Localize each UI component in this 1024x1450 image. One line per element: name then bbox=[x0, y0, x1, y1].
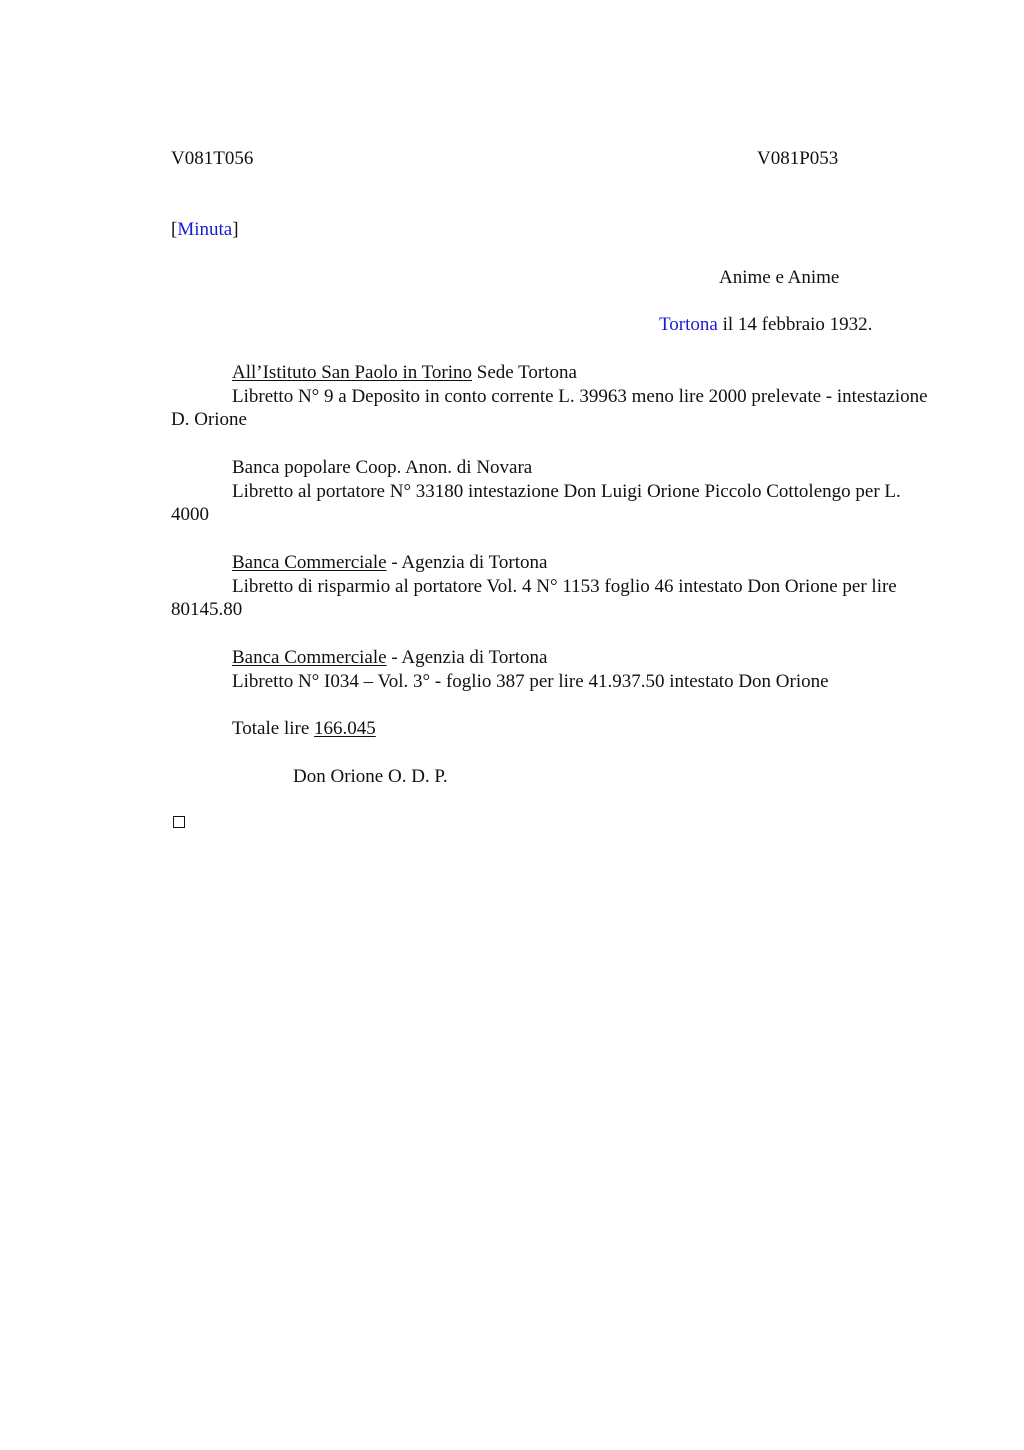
entry-1-bank-branch: Sede Tortona bbox=[472, 362, 577, 383]
dateline-date: il 14 febbraio 1932. bbox=[717, 314, 873, 335]
entry-4-bank-name: Banca Commerciale bbox=[232, 647, 387, 668]
total-line bbox=[232, 717, 376, 740]
dateline-place-link[interactable]: Tortona bbox=[659, 314, 718, 335]
entry-2-bank-name: Banca popolare Coop. Anon. di Novara bbox=[232, 457, 533, 478]
minuta-label bbox=[171, 218, 239, 241]
entry-4-bank bbox=[232, 646, 547, 669]
dateline bbox=[659, 313, 872, 336]
entry-2-bank bbox=[232, 456, 532, 479]
total-amount: 166.045 bbox=[314, 718, 376, 739]
entry-1-bank-name: All’Istituto San Paolo in Torino bbox=[232, 362, 473, 383]
minuta-link[interactable]: Minuta bbox=[177, 219, 233, 240]
document-code-right: V081P053 bbox=[757, 148, 839, 169]
motto: Anime e Anime bbox=[719, 267, 840, 288]
entry-4-detail: Libretto N° I034 – Vol. 3° - foglio 387 per lire 41.937.50 intestato Don Orione bbox=[232, 671, 829, 692]
entry-4-bank-branch: - Agenzia di Tortona bbox=[386, 647, 548, 668]
entry-1-detail: Libretto N° 9 a Deposito in conto corrente L. 39963 meno lire 2000 prelevate - intestazione D. Orione bbox=[171, 386, 928, 430]
minuta-open-bracket: [ bbox=[171, 219, 178, 240]
document-code-left: V081T056 bbox=[171, 148, 254, 169]
entry-3-bank bbox=[232, 551, 547, 574]
minuta-close-bracket: ] bbox=[232, 219, 239, 240]
checkbox-square-icon bbox=[173, 816, 185, 828]
entry-3-bank-name: Banca Commerciale bbox=[232, 552, 387, 573]
total-label: Totale lire bbox=[232, 718, 315, 739]
entry-3-bank-branch: - Agenzia di Tortona bbox=[386, 552, 548, 573]
signature: Don Orione O. D. P. bbox=[293, 766, 448, 787]
entry-2-detail: Libretto al portatore N° 33180 intestazione Don Luigi Orione Piccolo Cottolengo per L. 4000 bbox=[171, 481, 901, 525]
entry-3-detail: Libretto di risparmio al portatore Vol. 4 N° 1153 foglio 46 intestato Don Orione per lire 80145.80 bbox=[171, 576, 897, 620]
entry-1-bank bbox=[232, 361, 577, 384]
